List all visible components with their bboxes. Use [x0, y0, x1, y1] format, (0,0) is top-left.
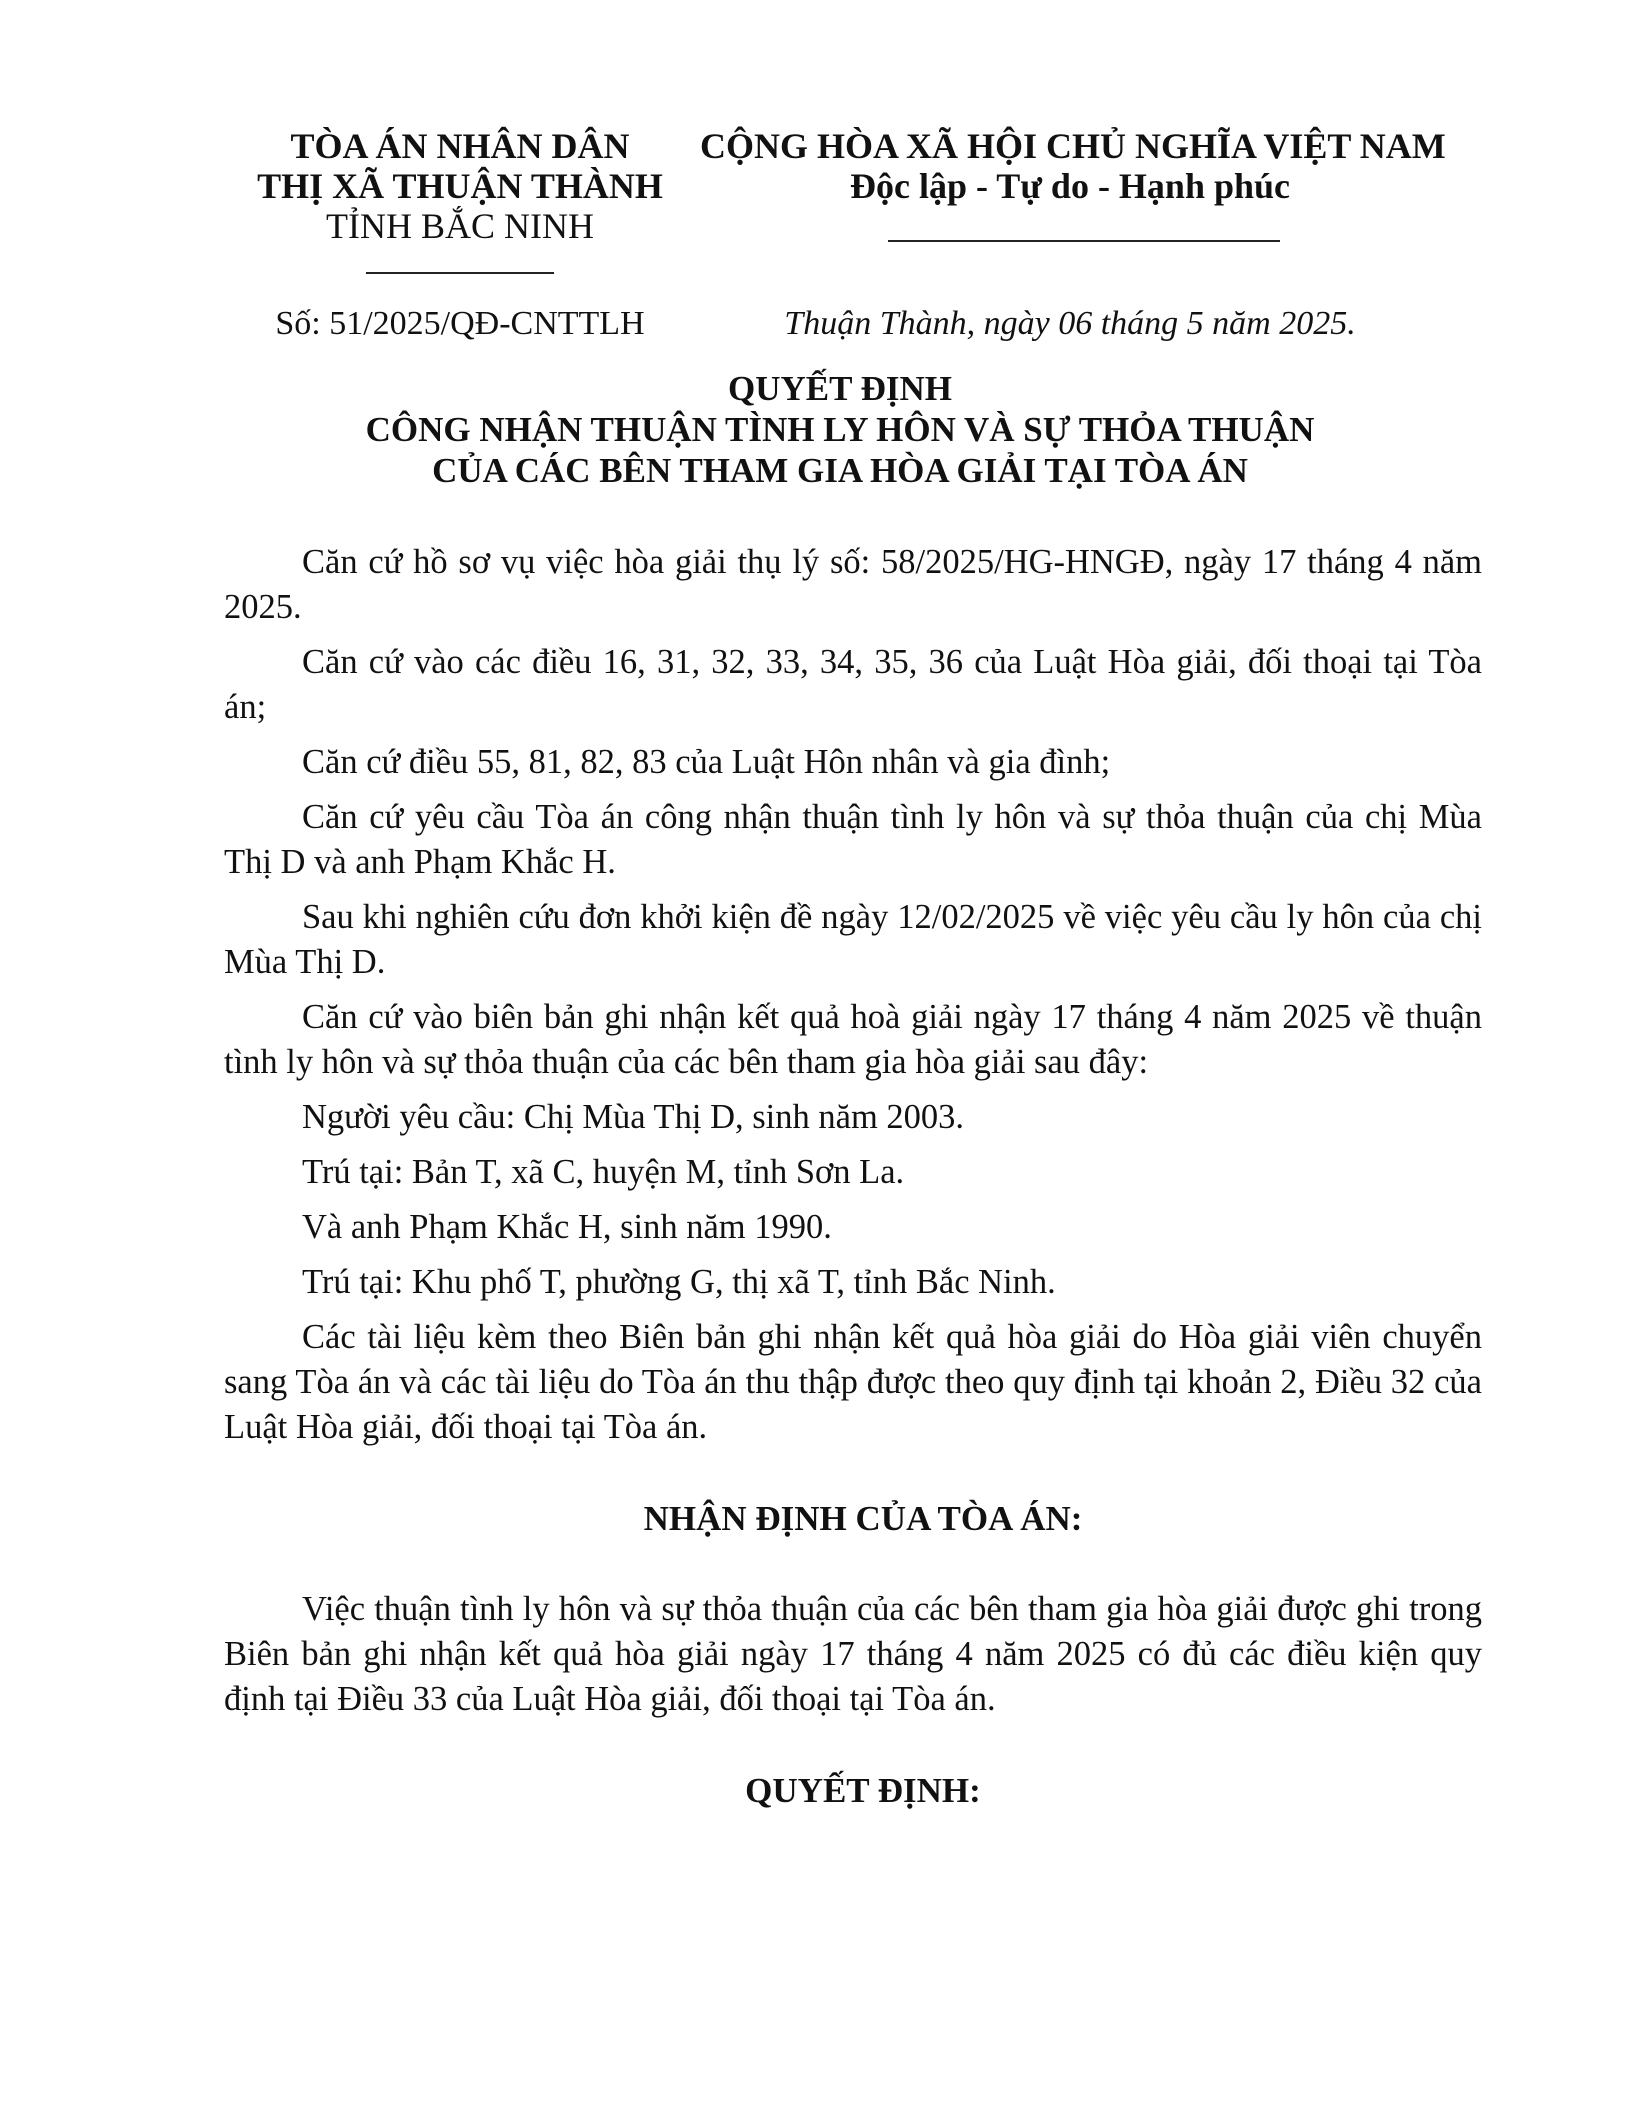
- paragraph-legal-basis-3: Căn cứ điều 55, 81, 82, 83 của Luật Hôn nhân và gia đình;: [302, 743, 1111, 781]
- paragraph-respondent: Và anh Phạm Khắc H, sinh năm 1990.: [302, 1208, 832, 1246]
- court-findings-heading: NHẬN ĐỊNH CỦA TÒA ÁN:: [643, 1499, 1083, 1538]
- paragraph-petitioner-address: Trú tại: Bản T, xã C, huyện M, tỉnh Sơn La.: [302, 1153, 905, 1191]
- court-name: TÒA ÁN NHÂN DÂN: [290, 126, 630, 166]
- paragraph-petition: Sau khi nghiên cứu đơn khởi kiện đề ngày 12/02/2025 về việc yêu cầu ly hôn của chị Mùa Thị D.: [224, 898, 1482, 981]
- document-title: [0, 368, 1632, 491]
- paragraph-attachments: Các tài liệu kèm theo Biên bản ghi nhận kết quả hòa giải do Hòa giải viên chuyển sang Tòa án và các tài liệu do Tòa án thu thập được theo quy định tại khoản 2, Điều 32 của Luật Hòa giải, đối thoại tại Tòa án.: [224, 1318, 1482, 1446]
- title-line-2: CÔNG NHẬN THUẬN TÌNH LY HÔN VÀ SỰ THỎA THUẬN: [365, 410, 1315, 449]
- national-header-divider: [888, 240, 1280, 242]
- document-body: [224, 540, 1482, 1813]
- document-date: Thuận Thành, ngày 06 tháng 5 năm 2025.: [784, 305, 1356, 342]
- national-name: CỘNG HÒA XÃ HỘI CHỦ NGHĨA VIỆT NAM: [700, 126, 1446, 166]
- court-district: THỊ XÃ THUẬN THÀNH: [257, 166, 663, 206]
- national-motto: Độc lập - Tự do - Hạnh phúc: [849, 166, 1291, 206]
- title-line-3: CỦA CÁC BÊN THAM GIA HÒA GIẢI TẠI TÒA ÁN: [432, 451, 1248, 490]
- paragraph-legal-basis-1: Căn cứ hồ sơ vụ việc hòa giải thụ lý số: 58/2025/HG-HNGĐ, ngày 17 tháng 4 năm 2025.: [224, 543, 1482, 626]
- paragraph-petitioner: Người yêu cầu: Chị Mùa Thị D, sinh năm 2003.: [302, 1098, 965, 1136]
- court-header-divider: [366, 272, 554, 274]
- paragraph-legal-basis-2: Căn cứ vào các điều 16, 31, 32, 33, 34, 35, 36 của Luật Hòa giải, đối thoại tại Tòa án;: [224, 643, 1482, 726]
- court-header: [230, 126, 690, 246]
- title-line-1: QUYẾT ĐỊNH: [728, 369, 952, 408]
- court-findings-text: Việc thuận tình ly hôn và sự thỏa thuận của các bên tham gia hòa giải được ghi trong Biên bản ghi nhận kết quả hòa giải ngày 17 tháng 4 năm 2025 có đủ các điều kiện quy định tại Điều 33 của Luật Hòa giải, đối thoại tại Tòa án.: [224, 1590, 1482, 1718]
- paragraph-mediation-record: Căn cứ vào biên bản ghi nhận kết quả hoà giải ngày 17 tháng 4 năm 2025 về thuận tình ly hôn và sự thỏa thuận của các bên tham gia hòa giải sau đây:: [224, 998, 1482, 1081]
- court-province: TỈNH BẮC NINH: [326, 206, 594, 246]
- paragraph-legal-basis-4: Căn cứ yêu cầu Tòa án công nhận thuận tình ly hôn và sự thỏa thuận của chị Mùa Thị D và anh Phạm Khắc H.: [224, 798, 1482, 881]
- decision-heading: QUYẾT ĐỊNH:: [745, 1771, 981, 1810]
- document-number: Số: 51/2025/QĐ-CNTTLH: [275, 305, 645, 342]
- paragraph-respondent-address: Trú tại: Khu phố T, phường G, thị xã T, tỉnh Bắc Ninh.: [302, 1263, 1056, 1301]
- national-header: [700, 126, 1446, 206]
